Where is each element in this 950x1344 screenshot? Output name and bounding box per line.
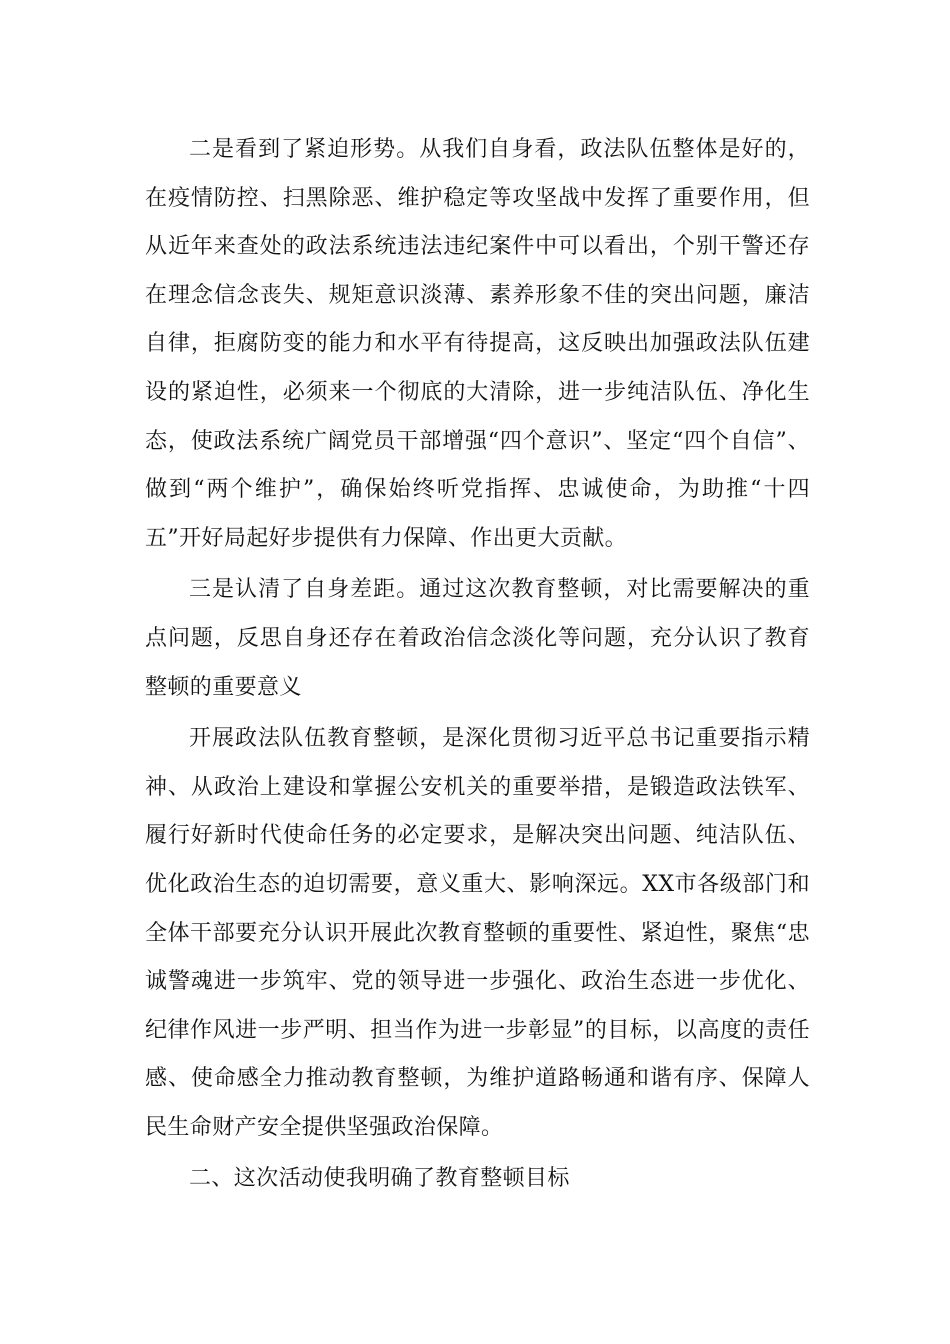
paragraph-self-gap: 三是认清了自身差距。通过这次教育整顿，对比需要解决的重点问题，反思自身还存在着政治信念淡化等问题，充分认识了教育整顿的重要意义: [145, 577, 810, 700]
section-heading-goals: 二、这次活动使我明确了教育整顿目标: [189, 1166, 570, 1192]
paragraph-significance: 开展政法队伍教育整顿，是深化贯彻习近平总书记重要指示精神、从政治上建设和掌握公安机关的重要举措，是锻造政法铁军、履行好新时代使命任务的必定要求，是解决突出问题、纯洁队伍、优化政治生态的迫切需要，意义重大、影响深远。XX市各级部门和全体干部要充分认识开展此次教育整顿的重要性、紧迫性，聚焦“忠诚警魂进一步筑牢、党的领导进一步强化、政治生态进一步优化、纪律作风进一步严明、担当作为进一步彰显”的目标，以高度的责任感、使命感全力推动教育整顿，为维护道路畅通和谐有序、保障人民生命财产安全提供坚强政治保障。: [145, 726, 810, 1140]
paragraph-urgency: 二是看到了紧迫形势。从我们自身看，政法队伍整体是好的，在疫情防控、扫黑除恶、维护稳定等攻坚战中发挥了重要作用，但从近年来查处的政法系统违法违纪案件中可以看出，个别干警还存在理念信念丧失、规矩意识淡薄、素养形象不佳的突出问题，廉洁自律，拒腐防变的能力和水平有待提高，这反映出加强政法队伍建设的紧迫性，必须来一个彻底的大清除，进一步纯洁队伍、净化生态，使政法系统广阔党员干部增强“四个意识”、坚定“四个自信”、做到“两个维护”，确保始终听党指挥、忠诚使命，为助推“十四五”开好局起好步提供有力保障、作出更大贡献。: [145, 137, 810, 551]
document-body: [145, 126, 810, 1207]
